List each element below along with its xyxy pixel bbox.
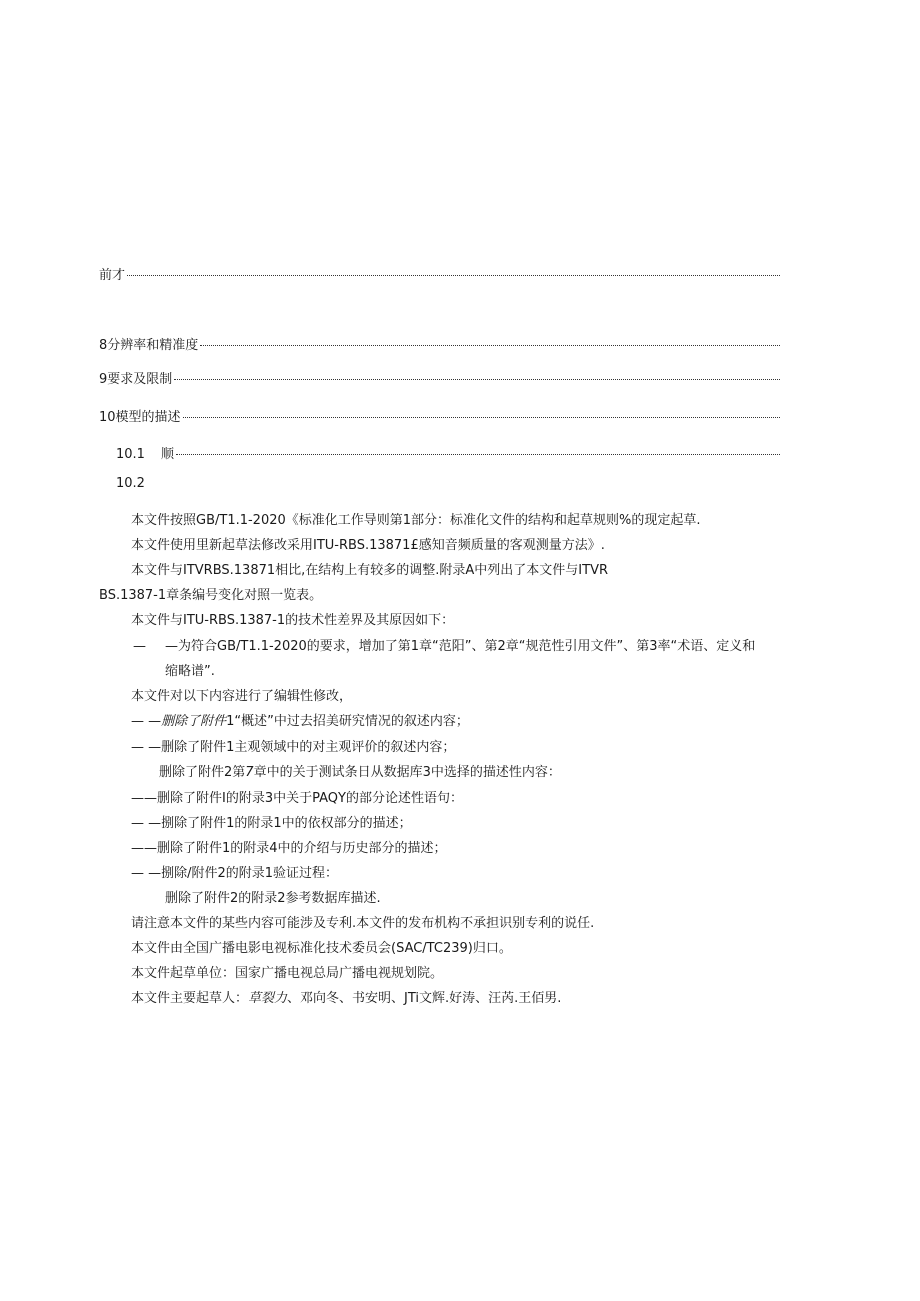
item-text: 删除了附件2第 bbox=[159, 765, 246, 780]
toc-number: 10.2 bbox=[116, 476, 145, 491]
item-text: 、邓向冬、书安明、JTi文辉.好涛、汪芮.王佰男. bbox=[287, 991, 562, 1006]
italic-text: 7 bbox=[245, 765, 254, 780]
editorial-item-3 bbox=[159, 764, 561, 782]
difference-item-1-cont: 缩略谱”. bbox=[165, 664, 215, 679]
item-text: 章中的关于测试条日从数据库3中选择的描述性内容： bbox=[253, 765, 561, 780]
editorial-item-4: ——删除了附件I的附录3中关于PAQY的部分论述性语句： bbox=[131, 791, 463, 806]
foreword-paragraph-5: 本文件对以下内容进行了编辑性修改， bbox=[131, 689, 353, 704]
editorial-item-8: 删除了附件2的附录2参考数据库描述. bbox=[165, 891, 381, 906]
toc-entry-8[interactable] bbox=[99, 337, 780, 355]
editorial-item-7: — —捌除/附件2的附录1验证过程： bbox=[131, 866, 339, 881]
toc-leader-dots bbox=[127, 274, 780, 276]
foreword-paragraph-3a: 本文件与ITVRBS.13871相比,在结构上有较多的调整.附录A中列出了本文件与ITVR bbox=[131, 563, 608, 578]
difference-dash: — bbox=[133, 639, 146, 654]
editorial-item-2: — —删除了附件1主观领域中的对主观评价的叙述内容； bbox=[131, 740, 456, 755]
toc-label: 9要求及限制 bbox=[99, 372, 173, 387]
toc-entry-10-1[interactable] bbox=[116, 446, 780, 464]
foreword-paragraph-4: 本文件与ITU-RBS.1387-1的技术性差界及其原因如下： bbox=[131, 613, 455, 628]
toc-title: 顺 bbox=[160, 447, 174, 462]
difference-item-1: —为符合GB/T1.1-2020的要求，增加了第1章“范阳”、第2章“规范性引用文件”、第3率“术语、定义和 bbox=[165, 639, 756, 654]
foreword-paragraph-6: 请注意本文件的某些内容可能涉及专利.本文件的发布机构不承担识别专利的说任. bbox=[131, 916, 595, 931]
foreword-paragraph-2: 本文件使用里新起草法修改采用ITU-RBS.13871£感知音频质量的客观测量方法》. bbox=[131, 538, 605, 553]
toc-leader-dots bbox=[176, 453, 780, 455]
italic-text: 删除了附件 bbox=[161, 714, 227, 729]
editorial-item-6: ——删除了附件1的附录4中的介绍与历史部分的描述； bbox=[131, 841, 447, 856]
toc-entry-9[interactable] bbox=[99, 371, 780, 389]
toc-number: 10.1 bbox=[116, 447, 145, 462]
item-text: 1“概述”中过去招美研究情况的叙述内容； bbox=[226, 714, 469, 729]
toc-label: 前才 bbox=[99, 268, 126, 283]
toc-entry-foreword[interactable] bbox=[99, 267, 780, 285]
foreword-paragraph-3b: BS.1387-1章条编号变化对照一览表。 bbox=[99, 588, 323, 603]
toc-label: 10模型的描述 bbox=[99, 410, 181, 425]
editorial-item-5: — —捌除了附件1的附录1中的依权部分的描述； bbox=[131, 816, 412, 831]
foreword-paragraph-9 bbox=[131, 990, 561, 1008]
foreword-paragraph-7: 本文件由全国广播电影电视标准化技术委员会(SAC/TC239)归口。 bbox=[131, 941, 512, 956]
editorial-item-1 bbox=[131, 713, 469, 731]
toc-entry-10[interactable] bbox=[99, 409, 780, 427]
foreword-paragraph-8: 本文件起草单位：国家广播电视总局广播电视规划院。 bbox=[131, 966, 444, 981]
toc-label: 8分辨率和精准度 bbox=[99, 338, 199, 353]
italic-text: 草裂力 bbox=[248, 991, 288, 1006]
toc-leader-dots bbox=[174, 378, 780, 380]
toc-entry-10-2[interactable] bbox=[116, 475, 145, 493]
toc-leader-dots bbox=[183, 416, 780, 418]
item-text: 本文件主要起草人： bbox=[131, 991, 249, 1006]
item-prefix: — — bbox=[131, 714, 162, 729]
foreword-paragraph-1: 本文件按照GB/T1.1-2020《标准化工作导则第1部分：标准化文件的结构和起草规则%的现定起草. bbox=[131, 513, 701, 528]
toc-leader-dots bbox=[200, 344, 780, 346]
